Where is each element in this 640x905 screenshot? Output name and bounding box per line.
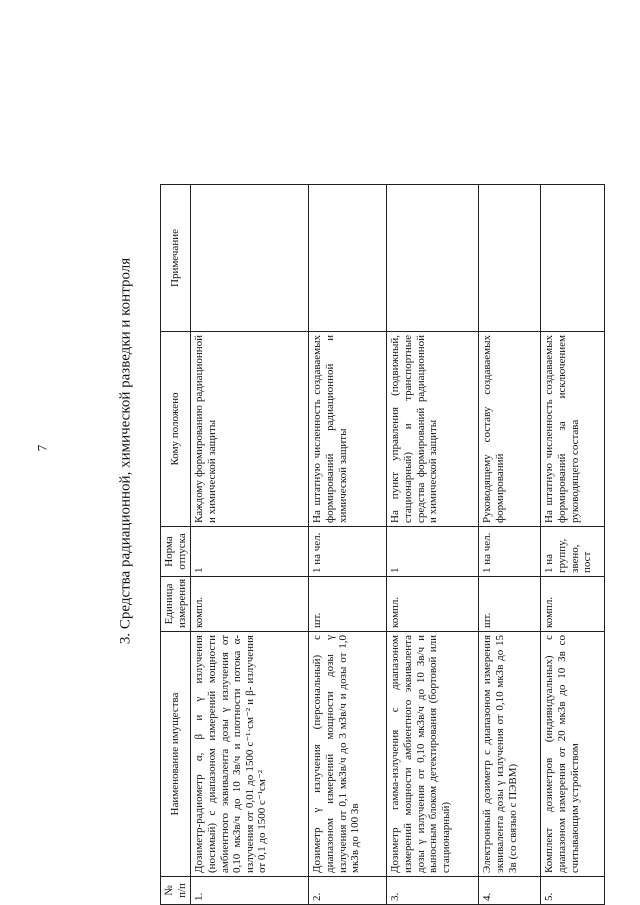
note-cell xyxy=(387,185,479,332)
whom-cell: Руководящему составу создаваемых формирований xyxy=(479,332,541,527)
norm-cell: 1 на чел. xyxy=(309,527,387,577)
row-number: 5. xyxy=(541,877,605,905)
whom-cell: На пункт управления (подвижный, стационарный) и транспортные средства формирований радиационной и химической защиты xyxy=(387,332,479,527)
row-number: 3. xyxy=(387,877,479,905)
header-name: Наименование имущества xyxy=(161,632,191,877)
table-row xyxy=(479,185,541,905)
note-cell xyxy=(191,185,309,332)
equipment-table xyxy=(160,184,605,905)
norm-cell: 1 xyxy=(387,527,479,577)
row-number: 2. xyxy=(309,877,387,905)
whom-cell: Каждому формированию радиационной и химической защиты xyxy=(191,332,309,527)
norm-cell: 1 на чел. xyxy=(479,527,541,577)
whom-cell: На штатную численность создаваемых формирований за исключением руководящего состава xyxy=(541,332,605,527)
rotated-page-content xyxy=(160,185,605,905)
note-cell xyxy=(309,185,387,332)
row-number: 4. xyxy=(479,877,541,905)
row-number: 1. xyxy=(191,877,309,905)
item-name: Дозиметр-радиометр α, β и γ излучения (носимый) с диапазоном измерений мощности амбиентного эквивалента дозы γ излучения от 0,10 мкЗв/ч до 10 Зв/ч и плотности потока α-излучения от 0,01 до 1500 с⁻¹·см⁻² и β- излучения от 0,1 до 1500 с⁻¹см⁻² xyxy=(191,632,309,877)
item-name: Электронный дозиметр с диапазоном измерения эквивалента дозы γ излучения от 0,10 мкЗв до 15 Зв (со связью с ПЭВМ) xyxy=(479,632,541,877)
whom-cell: На штатную численность создаваемых формирований радиационной и химической защиты xyxy=(309,332,387,527)
item-name: Дозиметр γ излучения (персональный) с диапазоном измерений мощности дозы γ излучения от 0,1 мкЗв/ч до 3 мЗв/ч и дозы от 1,0 мкЗв до 100 Зв xyxy=(309,632,387,877)
header-unit: Единица измерения xyxy=(161,577,191,632)
note-cell xyxy=(479,185,541,332)
norm-cell: 1 на группу, звено, пост xyxy=(541,527,605,577)
unit-cell: шт. xyxy=(479,577,541,632)
unit-cell: шт. xyxy=(309,577,387,632)
table-header-row xyxy=(161,185,191,905)
table-row xyxy=(387,185,479,905)
unit-cell: компл. xyxy=(191,577,309,632)
header-whom: Кому положено xyxy=(161,332,191,527)
item-name: Комплект дозиметров (индивидуальных) с диапазоном измерения от 20 мкЗв до 10 Зв со считывающим устройством xyxy=(541,632,605,877)
header-norm: Норма отпуска xyxy=(161,527,191,577)
unit-cell: компл. xyxy=(541,577,605,632)
unit-cell: компл. xyxy=(387,577,479,632)
table-row xyxy=(309,185,387,905)
norm-cell: 1 xyxy=(191,527,309,577)
table-row xyxy=(191,185,309,905)
item-name: Дозиметр гамма-излучения с диапазоном измерений мощности амбиентного эквивалента дозы γ излучения от 0,10 мкЗв/ч до 10 Зв/ч и выносным блоком детектирования (бортовой или стационарный) xyxy=(387,632,479,877)
table-row xyxy=(541,185,605,905)
section-heading: 3. Средства радиационной, химической разведки и контроля xyxy=(117,257,134,645)
note-cell xyxy=(541,185,605,332)
page-number: 7 xyxy=(34,444,50,452)
header-note: Примечание xyxy=(161,185,191,332)
header-number: № п/п xyxy=(161,877,191,905)
